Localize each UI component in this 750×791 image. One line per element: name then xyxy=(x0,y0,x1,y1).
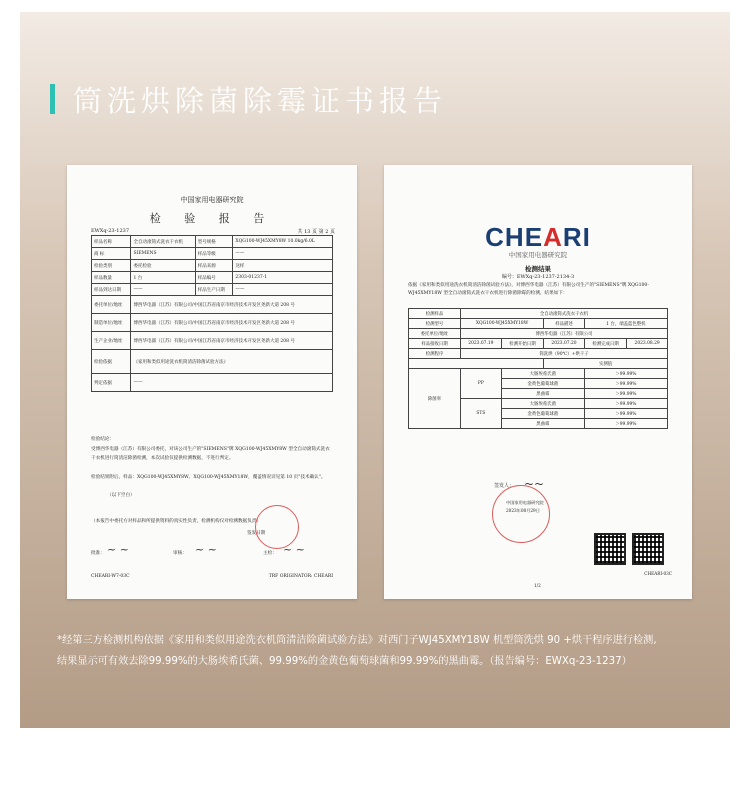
cheari-logo: CHEARI xyxy=(485,222,591,252)
table-row: 实测值 xyxy=(409,359,668,369)
footer-code: CHEARI-03C xyxy=(644,571,672,576)
table-row: 商 标 SIEMENS 样品等级 —— xyxy=(92,248,333,260)
footnote-line-2: 结果显示可有效去除99.99%的大肠埃希氏菌、99.99%的金黄色葡萄球菌和99.99%的黑曲霉。（报告编号：EWXq-23-1237） xyxy=(57,656,632,667)
table-row: 样品接收日期 2023.07.19 检测开始日期 2023.07.20 检测完成日期 2023.08.29 xyxy=(409,339,668,349)
test-report-document xyxy=(67,165,357,599)
footnote-line-1: *经第三方检测机构依据《家用和类似用途洗衣机筒清洁除菌试验方法》对西门子WJ45XMY18W 机型筒洗烘 90 +烘干程序进行检测, xyxy=(57,635,657,646)
table-row: 委托单位/地址 博西华电器（江苏）有限公司/中国江苏省南京市经济技术开发区尧新大道 208 号 xyxy=(92,296,333,314)
table-row: 样品数量 1 台 样品编号 2303-01237-1 xyxy=(92,272,333,284)
table-row: 检验类别 委托检验 样品来源 送样 xyxy=(92,260,333,272)
table-row: 样品名称 全自动滚筒式洗衣干衣机 型号规格 XQG100-WJ45XMY8W 10.0kg/6.0L xyxy=(92,236,333,248)
results-number: 编号：EWXq-23-1237-2134-3 xyxy=(501,274,575,280)
approver-signature: ~ ~ xyxy=(107,543,129,556)
table-row: 委托单位/地址 博西华电器（江苏）有限公司 xyxy=(409,329,668,339)
table-row: 制造单位/地址 博西华电器（江苏）有限公司/中国江苏省南京市经济技术开发区尧新大道 208 号 xyxy=(92,314,333,332)
seal-text: 中国家用电器研究院 xyxy=(506,500,544,505)
footer-originator: TRF ORIGINATOR: CHEARI xyxy=(268,574,333,579)
inspector-signature: ~ ~ xyxy=(283,543,305,556)
issue-date-label: 签发日期 xyxy=(247,531,266,536)
table-row: 样品到达日期 —— 样品生产日期 —— xyxy=(92,284,333,296)
logo-subtitle: 中国家用电器研究院 xyxy=(508,251,568,259)
qr-code-icon xyxy=(632,533,664,565)
table-row: STS 大肠埃希氏菌 ＞99.99% xyxy=(409,399,668,409)
signer-signature: ~~ xyxy=(524,477,545,491)
table-row: 检测程序 筒洗烘（90℃）+烘干子 xyxy=(409,349,668,359)
report-info-table xyxy=(91,235,333,392)
table-row: 检测样品 全自动滚筒式洗衣干衣机 xyxy=(409,309,668,319)
official-seal xyxy=(492,485,550,543)
signer-label: 签发人： xyxy=(494,483,515,489)
title-accent-bar xyxy=(50,84,55,114)
table-row: 金黄色葡萄球菌 ＞99.99% xyxy=(409,409,668,419)
report-institute: 中国家用电器研究院 xyxy=(180,196,244,204)
report-page: 共 13 页 第 2 页 xyxy=(297,229,335,235)
report-number: EWXq-23-1237 xyxy=(91,228,130,234)
table-row: 黑曲霉 ＞99.99% xyxy=(409,419,668,429)
results-intro: 依据《家用和类似用途洗衣机筒清洁除菌试验方法》，对博西华电器（江苏）有限公司生产的"SIEMENS"牌 XQG100-WJ45XMY18W 型全自动滚筒式洗衣干衣机进行除菌除霉的检测，结果如下： xyxy=(408,283,649,296)
table-row: 检测型号 XQG100-WJ45XMY18W 样品描述 1 台，端盖蓝色整机 xyxy=(409,319,668,329)
table-row: 生产企业/地址 博西华电器（江苏）有限公司/中国江苏省南京市经济技术开发区尧新大道 208 号 xyxy=(92,332,333,350)
blank-note: （以下空白） xyxy=(107,493,135,498)
seal-date: 2023年08月29日 xyxy=(506,508,540,513)
table-row: 检验依据 《家用和类似用途洗衣机筒清洁除菌试验方法》 xyxy=(92,350,333,374)
review-label: 审核： xyxy=(173,551,187,556)
report-title: 检 验 报 告 xyxy=(149,212,275,225)
results-title: 检测结果 xyxy=(525,265,551,273)
test-results-document xyxy=(384,165,692,599)
approve-label: 批准： xyxy=(91,551,105,556)
page-title: 筒洗烘除菌除霉证书报告 xyxy=(73,83,448,118)
conclusion-text-2: 检验结果附后。样品：XQG100-WJ45XMY8W、XQG100-WJ45XMY18W，覆盖情况详见第 10 页"技术确认"。 xyxy=(91,475,326,480)
page-number: 1/2 xyxy=(534,583,541,588)
official-seal xyxy=(255,505,299,549)
header xyxy=(50,82,447,116)
footer-code: CHEARI-W7-03C xyxy=(91,574,130,579)
inspector-label: 主检： xyxy=(263,551,277,556)
table-row: 金黄色葡萄球菌 ＞99.99% xyxy=(409,379,668,389)
responsibility-note: （本报告中委托方对样品和所提供资料的真实性负责，检测机构仅对检测数据负责） xyxy=(91,519,261,524)
footnote xyxy=(57,630,707,672)
table-row: 判定依据 —— xyxy=(92,374,333,392)
table-row: 除菌率 PP 大肠埃希氏菌 ＞99.99% xyxy=(409,369,668,379)
reviewer-signature: ~ ~ xyxy=(195,543,217,556)
conclusion-label: 检验结论： xyxy=(91,437,114,442)
conclusion-text: 受博西华电器（江苏）有限公司委托，对该公司生产的"SIEMENS"牌 XQG100-WJ45XMY8W 型全自动滚筒式洗衣干衣机进行筒清洁除菌检测，本次试验仅提供检测数据，不进行判定。 xyxy=(91,447,330,461)
qr-code-icon xyxy=(594,533,626,565)
table-row: 黑曲霉 ＞99.99% xyxy=(409,389,668,399)
results-table xyxy=(408,308,668,429)
